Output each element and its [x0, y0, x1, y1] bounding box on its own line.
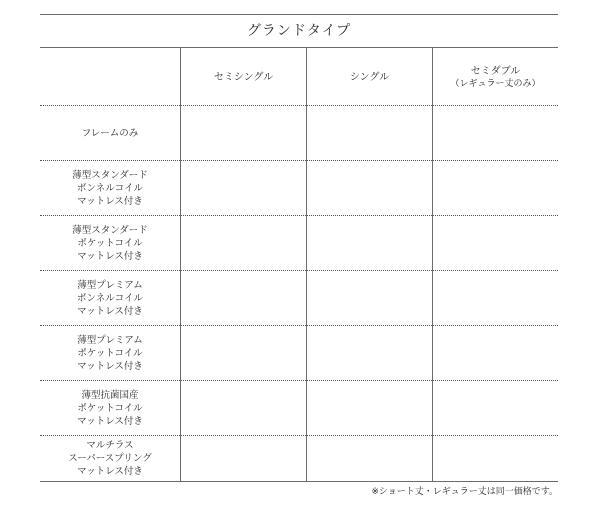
- row-label-line: マットレス付き: [77, 466, 143, 477]
- row-label-thin-premium-bonnell: [40, 271, 180, 325]
- row-label-line: マットレス付き: [77, 305, 143, 317]
- row-label-line: フレームのみ: [81, 127, 139, 139]
- row-label-thin-standard-pocket: [40, 216, 180, 270]
- column-header-semi-double: [433, 48, 558, 106]
- row-label-line: ポケットコイル: [77, 347, 143, 359]
- row-label-line: 薄型プレミアム: [77, 334, 143, 346]
- row-label-line: 薄型抗菌国産: [81, 389, 139, 401]
- column-header-sublabel: （レギュラー丈のみ）: [450, 78, 541, 89]
- row-label-line: ボンネルコイル: [77, 292, 143, 304]
- row-label-thin-antibacterial-pocket: [40, 381, 180, 435]
- column-header-label: セミシングル: [213, 71, 274, 83]
- row-label-multi-lath-spring: [40, 436, 180, 481]
- row-label-line: 薄型プレミアム: [77, 279, 143, 291]
- comparison-table: [40, 14, 558, 482]
- row-label-line: マットレス付き: [77, 415, 143, 427]
- row-label-line: 薄型スタンダード: [72, 224, 148, 236]
- row-label-frame-only: [40, 106, 180, 160]
- column-header-label: シングル: [349, 71, 390, 83]
- row-label-line: マットレス付き: [77, 360, 143, 372]
- column-header-semi-single: [181, 48, 306, 106]
- row-label-line: ボンネルコイル: [77, 182, 143, 194]
- row-label-line: スーパースプリング: [68, 453, 152, 464]
- row-label-thin-standard-bonnell: [40, 161, 180, 215]
- row-label-thin-premium-pocket: [40, 326, 180, 380]
- column-divider: [432, 48, 433, 481]
- column-divider: [306, 48, 307, 481]
- row-label-line: マルチラス: [86, 440, 134, 451]
- row-label-line: マットレス付き: [77, 195, 143, 207]
- row-label-line: 薄型スタンダード: [72, 169, 148, 181]
- column-header-single: [307, 48, 432, 106]
- column-header-label: セミダブル: [470, 65, 521, 77]
- footnote: ※ショート丈・レギュラー丈は同一価格です。: [371, 487, 558, 497]
- column-divider: [180, 48, 181, 481]
- row-label-line: ポケットコイル: [77, 237, 143, 249]
- row-label-line: マットレス付き: [77, 250, 143, 262]
- table-title: グランドタイプ: [40, 15, 558, 48]
- row-label-line: ポケットコイル: [77, 402, 143, 414]
